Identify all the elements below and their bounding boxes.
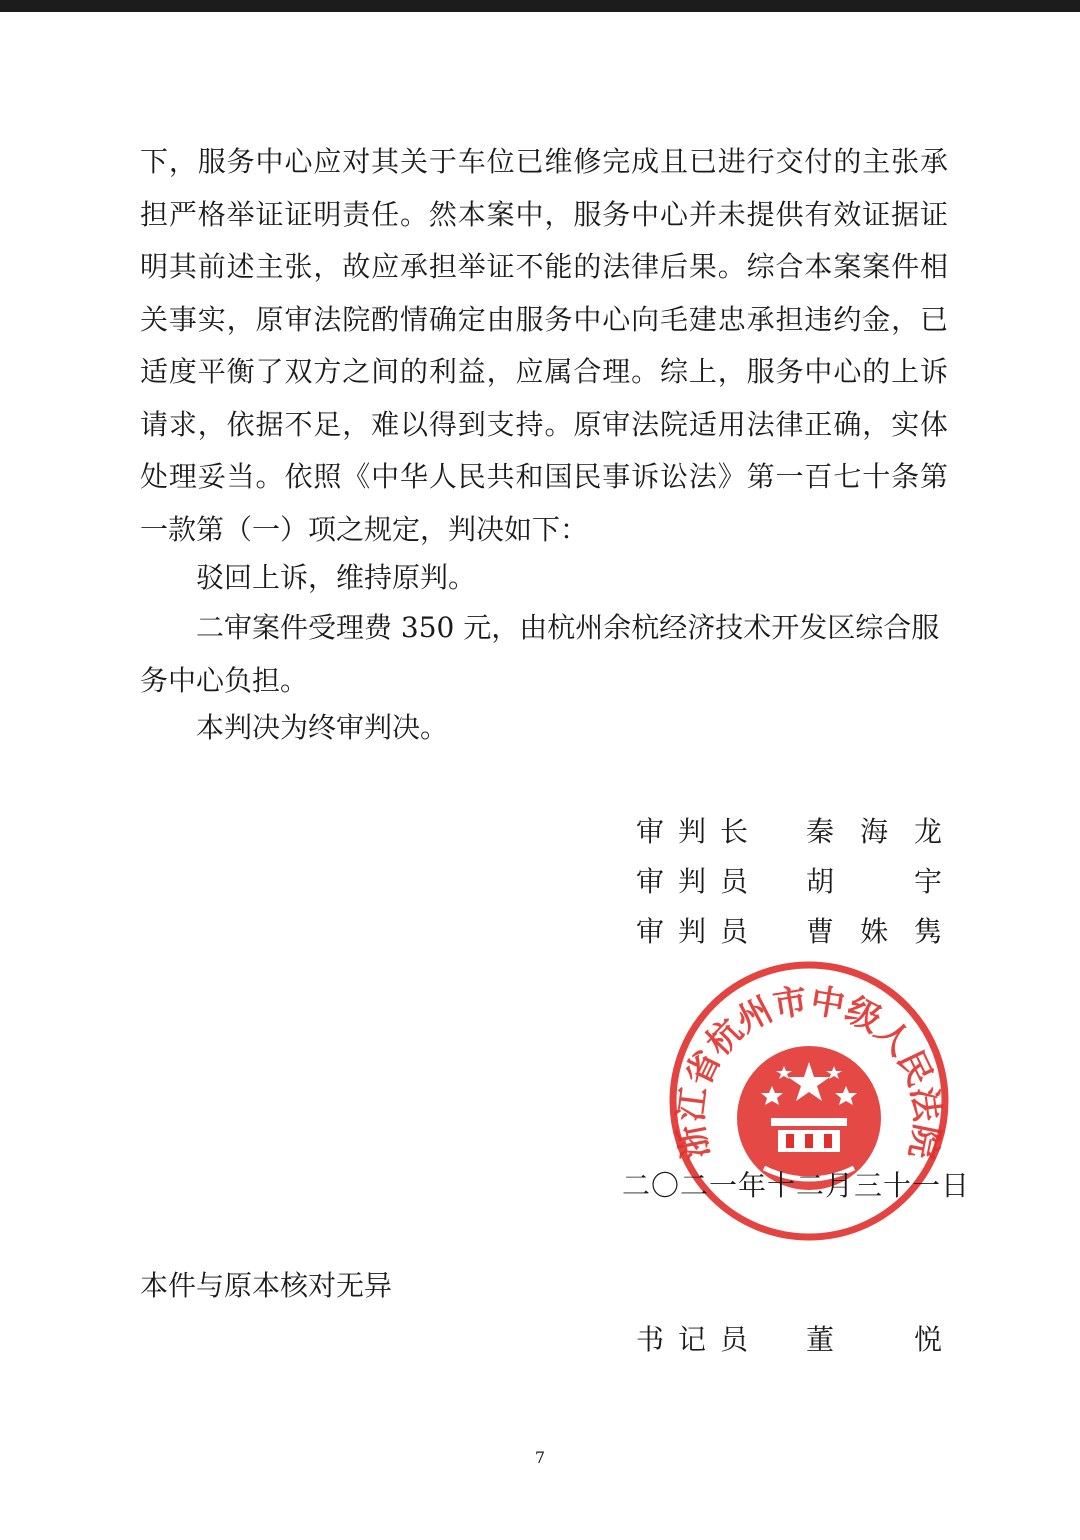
signature-name: 胡 宇 bbox=[806, 865, 942, 898]
finality-paragraph: 本判决为终审判决。 bbox=[196, 711, 449, 744]
signature-role: 审判员 bbox=[636, 865, 763, 898]
page-number: 7 bbox=[534, 1448, 546, 1467]
signature-presiding-judge bbox=[636, 810, 946, 850]
signature-judge-2 bbox=[636, 910, 946, 950]
judgment-reasoning-paragraph: 下，服务中心应对其关于车位已维修完成且已进行交付的主张承担严格举证证明责任。然本案中，服务中心并未提供有效证据证明其前述主张，故应承担举证不能的法律后果。综合本案案件相关事实，原审法院酌情确定由服务中心向毛建忠承担违约金，已适度平衡了双方之间的利益，应属合理。综上，服务中心的上诉请求，依据不足，难以得到支持。原审法院适用法律正确，实体处理妥当。依照《中华人民共和国民事诉讼法》第一百七十条第一款第（一）项之规定，判决如下： bbox=[140, 145, 948, 546]
fee-paragraph: 二审案件受理费 350 元，由杭州余杭经济技术开发区综合服务中心负担。 bbox=[140, 611, 940, 697]
ruling-paragraph: 驳回上诉，维持原判。 bbox=[196, 561, 477, 594]
top-border bbox=[0, 0, 1080, 12]
signature-role: 审判员 bbox=[636, 915, 763, 948]
signature-role: 书记员 bbox=[636, 1323, 763, 1356]
judgment-date: 二〇二一年十二月三十一日 bbox=[622, 1169, 971, 1202]
svg-text:浙江省杭州市中级人民法院: 浙江省杭州市中级人民法院 bbox=[670, 980, 948, 1163]
signature-name: 秦 海 龙 bbox=[806, 815, 942, 848]
signature-clerk bbox=[636, 1318, 946, 1358]
signature-role: 审判长 bbox=[636, 815, 763, 848]
signature-name: 董 悦 bbox=[806, 1323, 942, 1356]
verification-note: 本件与原本核对无异 bbox=[140, 1269, 393, 1302]
signature-name: 曹 姝 隽 bbox=[806, 915, 942, 948]
signature-judge-1 bbox=[636, 860, 946, 900]
